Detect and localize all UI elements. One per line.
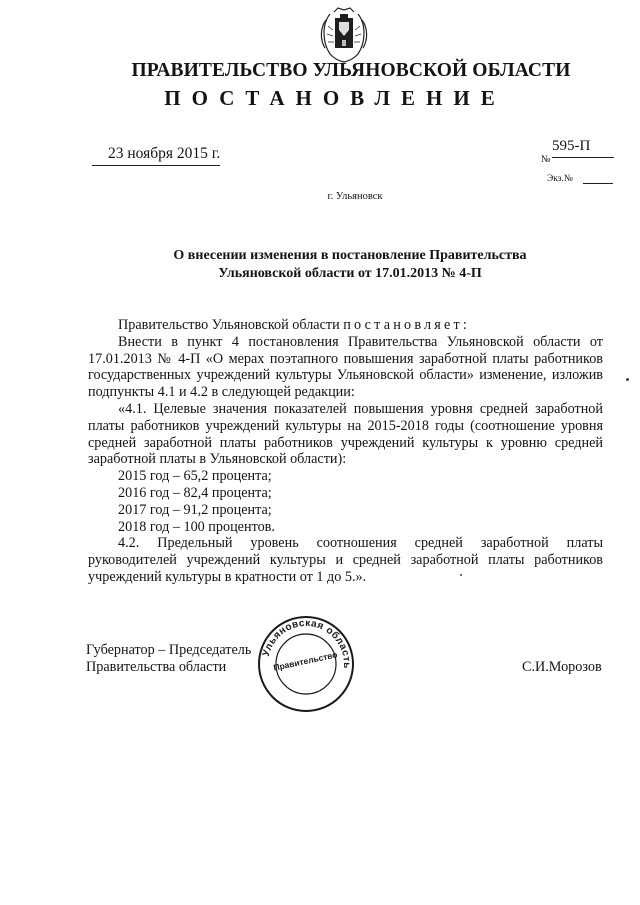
document-number: 595-П — [552, 138, 591, 154]
body-paragraph-4-1: «4.1. Целевые значения показателей повышения уровня средней заработной платы работников учреждений культуры на 2015-2018 годы (соотношение уровня средней заработной платы работников учреждений культуры к уровню средней заработной платы в Ульяновской области): — [88, 400, 603, 468]
seal-ring-text: Ульяновская область — [260, 617, 353, 670]
resolution-lead: Правительство Ульяновской области — [118, 317, 340, 333]
signatory-name: С.И.Морозов — [522, 659, 602, 675]
resolution-clause — [88, 317, 603, 334]
subject-line-1: О внесении изменения в постановление Правительства — [173, 248, 527, 263]
document-subject — [150, 247, 550, 282]
scan-speck — [460, 574, 462, 576]
year-target-2015: 2015 год – 65,2 процента; — [118, 468, 272, 485]
signatory-position-line-2: Правительства области — [86, 659, 227, 675]
resolution-action: постановляет: — [343, 317, 471, 333]
signatory-position-line-1: Губернатор – Председатель — [86, 642, 252, 658]
copy-number-underline — [583, 183, 613, 184]
signatory-position — [86, 642, 251, 676]
document-type: ПОСТАНОВЛЕНИЕ — [164, 86, 506, 110]
document-body — [88, 317, 603, 586]
city: г. Ульяновск — [327, 191, 383, 202]
body-paragraph-4-2: 4.2. Предельный уровень соотношения средней заработной платы руководителей учреждений культуры и средней заработной платы работников учреждений культуры в кратности от 1 до 5.». — [88, 535, 603, 585]
body-paragraph-amendment: Внести в пункт 4 постановления Правительства Ульяновской области от 17.01.2013 № 4-П «О мерах поэтапного повышения заработной платы работников государственных учреждений культуры Ульяновской области» изменение, изложив подпункты 4.1 и 4.2 в следующей редакции: — [88, 333, 603, 401]
date-underline — [92, 165, 220, 166]
subject-line-2: Ульяновской области от 17.01.2013 № 4-П — [218, 265, 482, 281]
number-underline — [552, 157, 614, 158]
number-sign: № — [541, 154, 551, 165]
year-target-2016: 2016 год – 82,4 процента; — [118, 484, 272, 501]
official-seal-stamp — [256, 614, 356, 714]
year-target-2018: 2018 год – 100 процентов. — [118, 518, 275, 535]
year-target-2017: 2017 год – 91,2 процента; — [118, 501, 272, 518]
document-date: 23 ноября 2015 г. — [108, 145, 221, 162]
scan-speck — [626, 378, 629, 381]
government-title: ПРАВИТЕЛЬСТВО УЛЬЯНОВСКОЙ ОБЛАСТИ — [131, 60, 571, 81]
coat-of-arms-icon — [316, 6, 372, 64]
seal-center-text: Правительство — [272, 649, 339, 673]
copy-number-label: Экз.№ — [547, 174, 573, 184]
